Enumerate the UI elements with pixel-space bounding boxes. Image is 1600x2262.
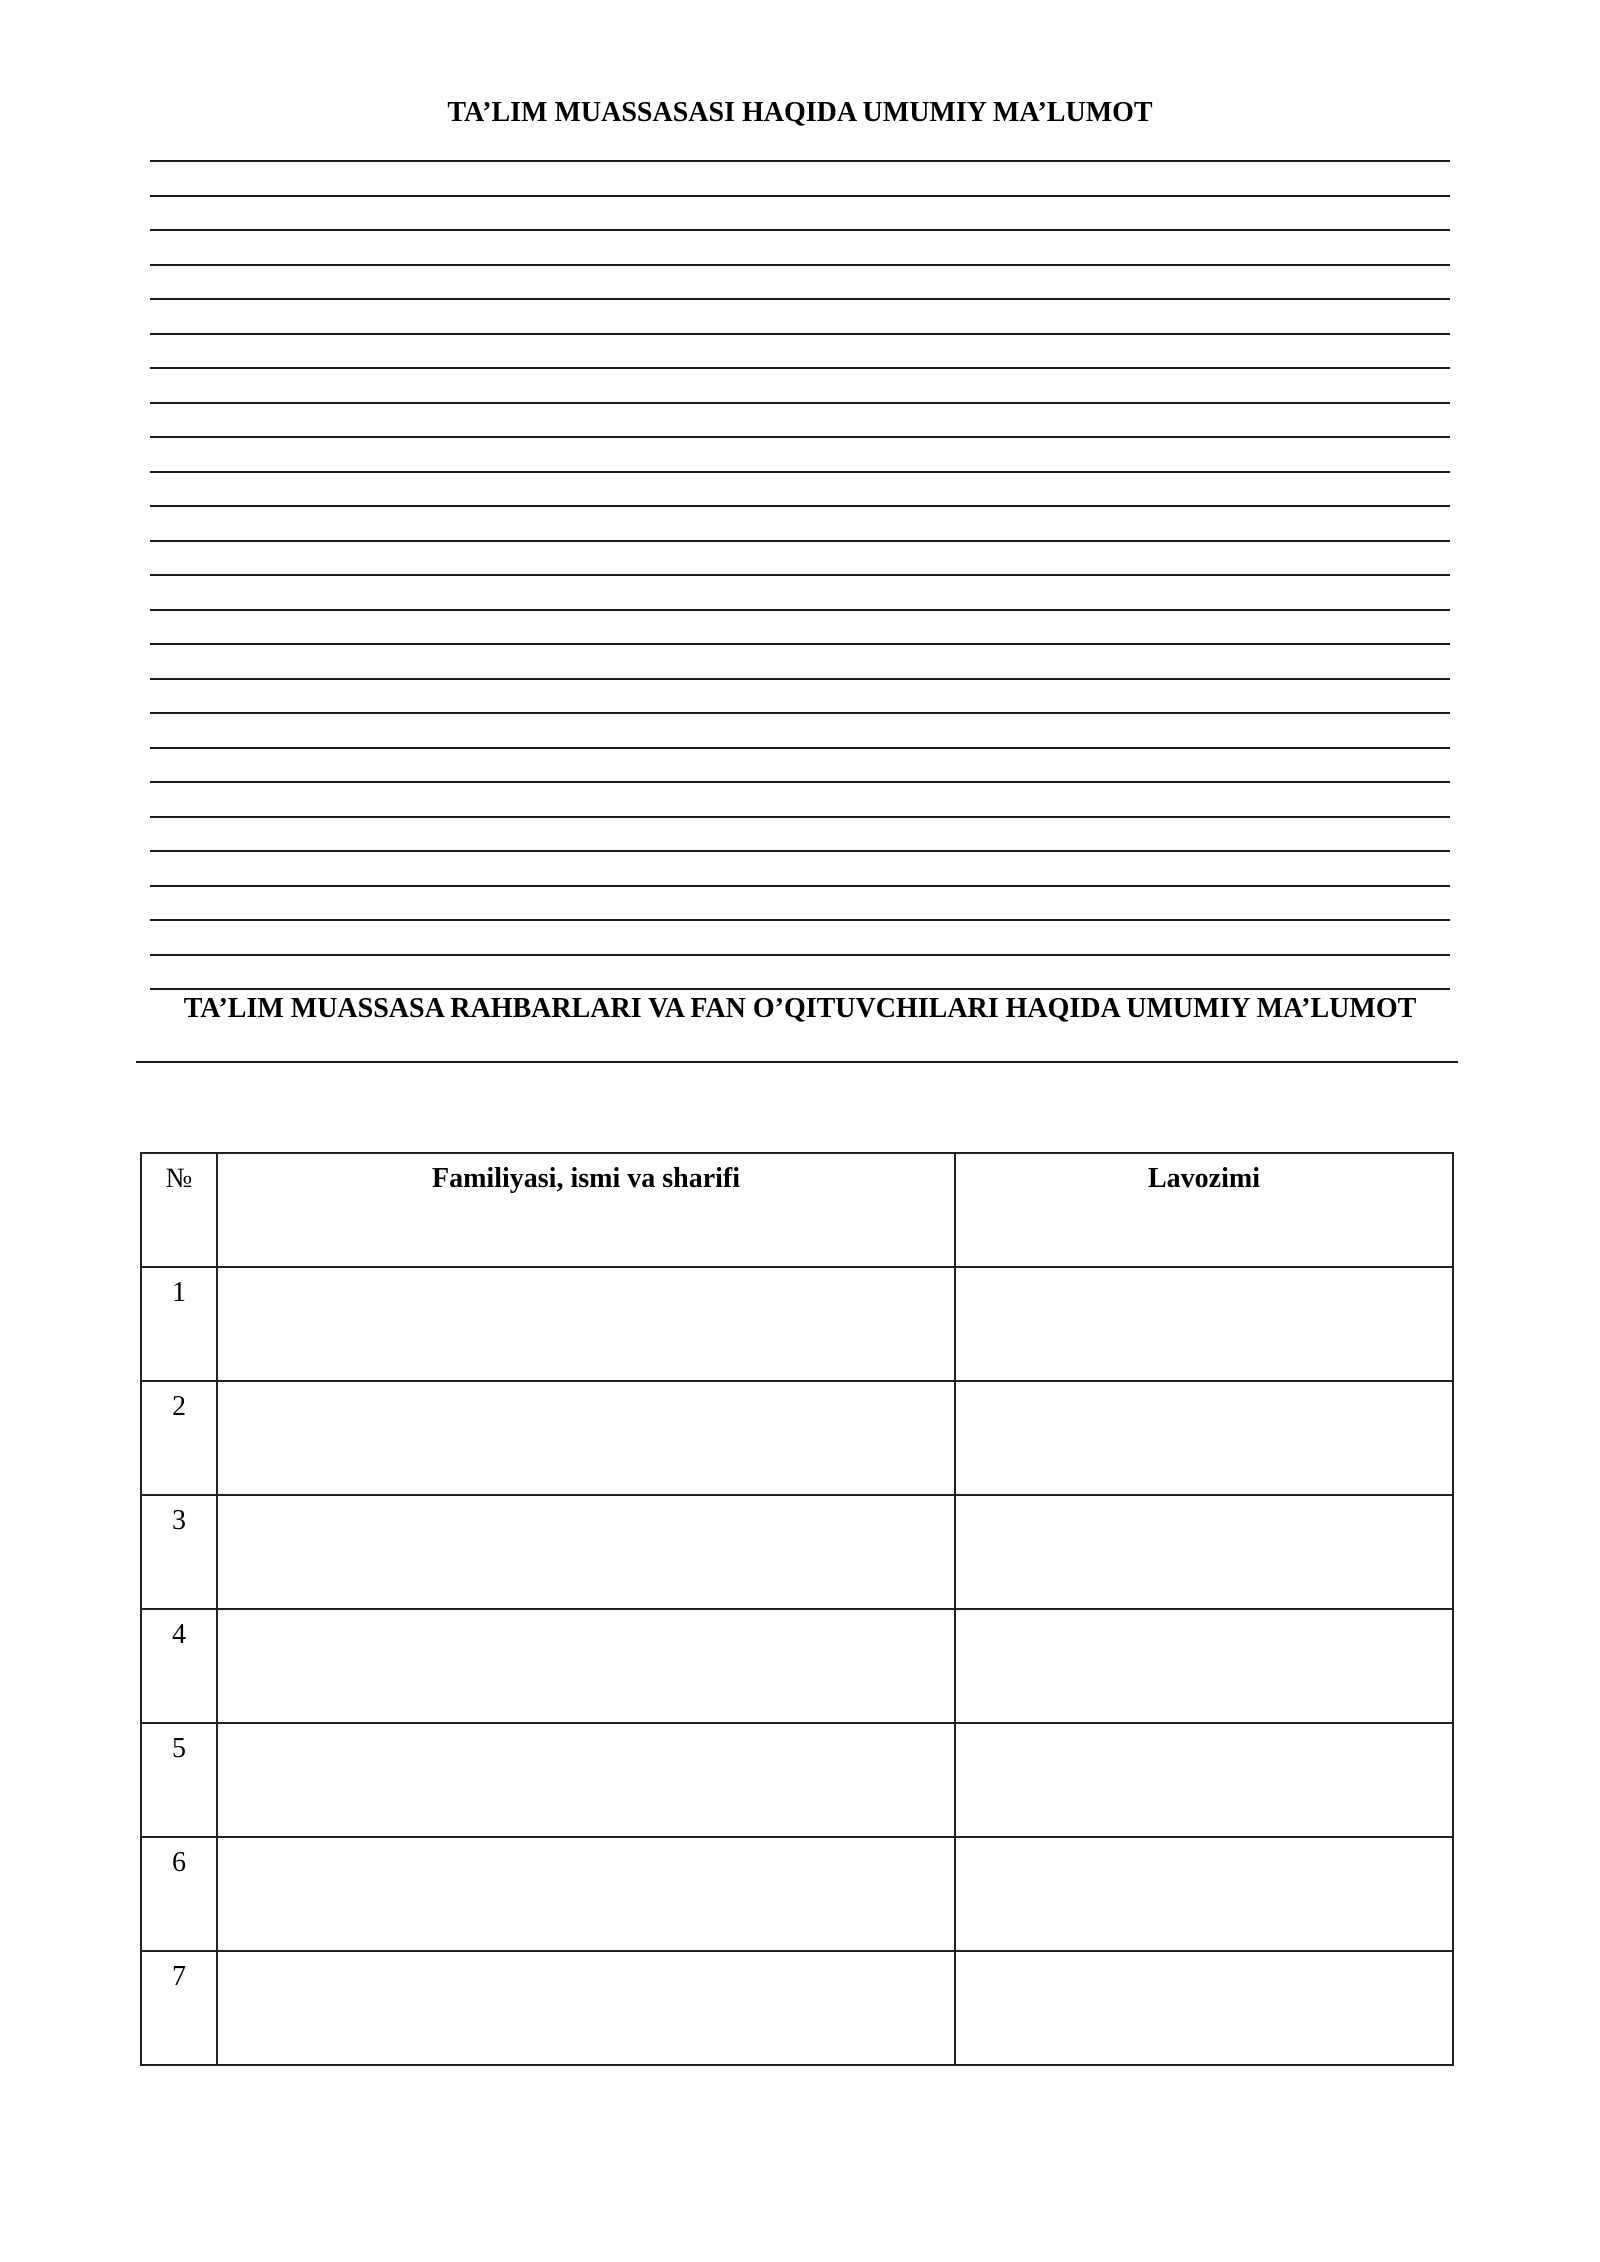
name-cell[interactable] <box>217 1495 955 1609</box>
blank-write-line[interactable] <box>150 852 1450 887</box>
table-row <box>141 1723 1453 1837</box>
blank-write-line[interactable] <box>150 645 1450 680</box>
section1-title: TA’LIM MUASSASASI HAQIDA UMUMIY MA’LUMOT <box>447 97 1153 128</box>
blank-write-line[interactable] <box>150 266 1450 301</box>
name-cell[interactable] <box>217 1723 955 1837</box>
section2-title-rule <box>136 1061 1458 1063</box>
row-number: 6 <box>141 1837 217 1951</box>
blank-write-line[interactable] <box>150 818 1450 853</box>
row-number: 4 <box>141 1609 217 1723</box>
table-header-row <box>141 1153 1453 1267</box>
row-number: 1 <box>141 1267 217 1381</box>
blank-write-line[interactable] <box>150 369 1450 404</box>
table-row <box>141 1609 1453 1723</box>
name-cell[interactable] <box>217 1609 955 1723</box>
blank-write-line[interactable] <box>150 749 1450 784</box>
blank-write-line[interactable] <box>150 404 1450 439</box>
blank-write-line[interactable] <box>150 197 1450 232</box>
blank-write-line[interactable] <box>150 611 1450 646</box>
blank-write-line[interactable] <box>150 231 1450 266</box>
name-cell[interactable] <box>217 1381 955 1495</box>
blank-write-line[interactable] <box>150 956 1450 991</box>
blank-write-line[interactable] <box>150 162 1450 197</box>
blank-write-line[interactable] <box>150 680 1450 715</box>
position-cell[interactable] <box>955 1837 1453 1951</box>
position-cell[interactable] <box>955 1951 1453 2065</box>
position-cell[interactable] <box>955 1267 1453 1381</box>
name-cell[interactable] <box>217 1951 955 2065</box>
position-cell[interactable] <box>955 1723 1453 1837</box>
blank-write-line[interactable] <box>150 714 1450 749</box>
blank-write-line[interactable] <box>150 473 1450 508</box>
blank-write-line[interactable] <box>150 921 1450 956</box>
position-cell[interactable] <box>955 1495 1453 1609</box>
blank-write-line[interactable] <box>150 300 1450 335</box>
table-row <box>141 1381 1453 1495</box>
position-cell[interactable] <box>955 1381 1453 1495</box>
blank-write-line[interactable] <box>150 783 1450 818</box>
table-row <box>141 1951 1453 2065</box>
blank-write-line[interactable] <box>150 576 1450 611</box>
name-cell[interactable] <box>217 1837 955 1951</box>
blank-write-line[interactable] <box>150 887 1450 922</box>
blank-write-line[interactable] <box>150 335 1450 370</box>
header-position: Lavozimi <box>955 1153 1453 1267</box>
blank-write-line[interactable] <box>150 542 1450 577</box>
row-number: 3 <box>141 1495 217 1609</box>
table-row <box>141 1267 1453 1381</box>
row-number: 7 <box>141 1951 217 2065</box>
row-number: 5 <box>141 1723 217 1837</box>
position-cell[interactable] <box>955 1609 1453 1723</box>
blank-lines-area <box>150 160 1450 990</box>
name-cell[interactable] <box>217 1267 955 1381</box>
blank-write-line[interactable] <box>150 438 1450 473</box>
table-row <box>141 1837 1453 1951</box>
blank-write-line[interactable] <box>150 507 1450 542</box>
header-full-name: Familiyasi, ismi va sharifi <box>217 1153 955 1267</box>
table-row <box>141 1495 1453 1609</box>
staff-table <box>140 1152 1454 2066</box>
row-number: 2 <box>141 1381 217 1495</box>
section2-title: TA’LIM MUASSASA RAHBARLARI VA FAN O’QITUVCHILARI HAQIDA UMUMIY MA’LUMOT <box>183 993 1417 1024</box>
header-number: № <box>141 1153 217 1267</box>
